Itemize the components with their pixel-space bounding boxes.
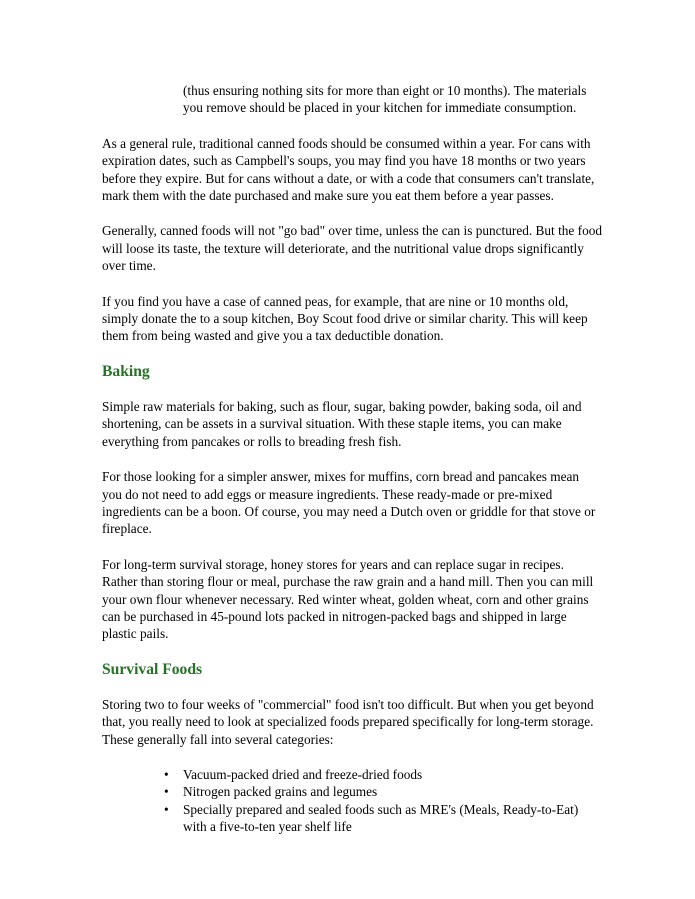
list-item-text: Specially prepared and sealed foods such as MRE's (Meals, Ready-to-Eat) with a five-to-ten year shelf life	[183, 801, 579, 835]
document-page	[102, 82, 602, 836]
bullet-icon: •	[164, 784, 169, 800]
survival-foods-heading: Survival Foods	[102, 660, 203, 678]
bullet-icon: •	[164, 766, 169, 782]
list-item	[164, 766, 602, 783]
baking-heading: Baking	[102, 362, 150, 380]
bullet-icon: •	[164, 801, 169, 817]
list-item	[164, 783, 602, 800]
baking-paragraph-3: For long-term survival storage, honey stores for years and can replace sugar in recipes. Rather than storing flour or meal, purchase the raw grain and a hand mill. Then you can mill your own flour whenever necessary. Red winter wheat, golden wheat, corn and other grains can be purchased in 45-pound lots packed in nitrogen-packed bags and shipped in large plastic pails.	[102, 556, 594, 642]
list-item-text: Nitrogen packed grains and legumes	[183, 784, 378, 800]
baking-paragraph-2: For those looking for a simpler answer, mixes for muffins, corn bread and pancakes mean you do not need to add eggs or measure ingredients. These ready-made or pre-mixed ingredients can be a boon. Of course, you may need a Dutch oven or griddle for that stove or fireplace.	[102, 469, 596, 537]
list-item	[164, 801, 602, 836]
survival-foods-list	[102, 766, 602, 836]
canned-paragraph-1: As a general rule, traditional canned foods should be consumed within a year. For cans with expiration dates, such as Campbell's soups, you may find you have 18 months or two years before they expire. But for cans without a date, or with a code that consumers can't translate, mark them with the date purchased and make sure you eat them before a year passes.	[102, 135, 595, 204]
intro-paragraph: (thus ensuring nothing sits for more than eight or 10 months). The materials you remove should be placed in your kitchen for immediate consumption.	[183, 83, 587, 116]
canned-paragraph-3: If you find you have a case of canned peas, for example, that are nine or 10 months old, simply donate the to a soup kitchen, Boy Scout food drive or similar charity. This will keep them from being wasted and give you a tax deductible donation.	[102, 293, 588, 344]
canned-paragraph-2: Generally, canned foods will not "go bad" over time, unless the can is punctured. But the food will loose its taste, the texture will deteriorate, and the nutritional value drops significantly over time.	[102, 223, 603, 274]
list-item-text: Vacuum-packed dried and freeze-dried foods	[183, 766, 423, 782]
survival-foods-paragraph: Storing two to four weeks of "commercial" food isn't too difficult. But when you get beyond that, you really need to look at specialized foods prepared specifically for long-term storage. These generally fall into several categories:	[102, 696, 594, 747]
baking-paragraph-1: Simple raw materials for baking, such as flour, sugar, baking powder, baking soda, oil and shortening, can be assets in a survival situation. With these staple items, you can make everything from pancakes or rolls to breading fresh fish.	[102, 398, 582, 449]
